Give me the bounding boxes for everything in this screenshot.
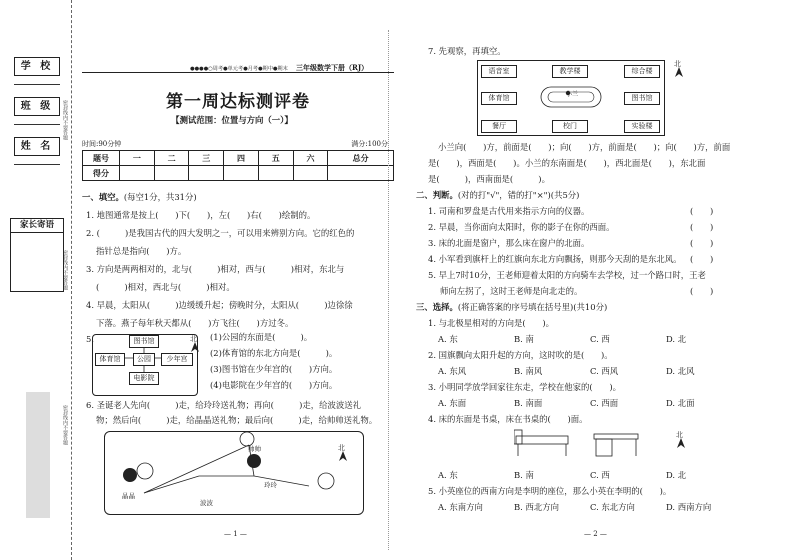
test-scope: 【测试范围：位置与方向（一）】	[171, 115, 293, 125]
section-title: 二、判断。	[416, 190, 458, 200]
name-lingling: 玲玲	[264, 481, 277, 489]
table-cell: 二	[154, 151, 189, 166]
choice-3-option-c[interactable]: C. 西面	[590, 398, 619, 408]
page-number-1: — 1 —	[224, 530, 247, 538]
q6-north-label: 北	[338, 444, 345, 452]
question-7-line-2: 是( )，西面是( )。小兰的东南面是( )，西北面是( )，东北面	[428, 158, 706, 168]
box-park: 公园	[133, 353, 155, 366]
answer-paren[interactable]: ( )	[690, 238, 714, 248]
question-4-line-1: 4. 早晨，太阳从( )边缓缓升起；傍晚时分，太阳从( )边徐徐	[86, 300, 353, 310]
table-cell: 得分	[83, 166, 120, 181]
box-gym: 体育馆	[95, 353, 125, 366]
choice-1-option-b[interactable]: B. 南	[514, 334, 534, 344]
question-5-4: (4)电影院在少年宫的( )方向。	[210, 380, 338, 390]
choice-1-option-a[interactable]: A. 东	[438, 334, 458, 344]
binding-strip	[26, 392, 50, 518]
name-field[interactable]	[14, 164, 60, 165]
question-4-line-2: 下落。燕子每年秋天都从( )方飞往( )方过冬。	[96, 318, 294, 328]
question-5-1: (1)公园的东面是( )。	[210, 332, 313, 342]
judge-3: 3. 床的北面是窗户，那么床在窗户的北面。	[428, 238, 590, 248]
north-arrow-icon	[338, 451, 348, 461]
score-input[interactable]	[293, 166, 328, 181]
exam-series: ●●●●○周考●单元考●月考●期中●期末	[190, 66, 288, 72]
box-language-room: 语音室	[481, 65, 517, 78]
score-input[interactable]	[328, 166, 394, 181]
question-3-line-2: ( )相对，西北与( )相对。	[96, 282, 235, 292]
section-note: (对的打"√"，错的打"×")(共5分)	[457, 190, 580, 200]
choice-4-option-d[interactable]: D. 北	[666, 470, 687, 480]
box-canteen: 餐厅	[481, 120, 517, 133]
table-cell: 三	[189, 151, 224, 166]
name-shuaishuai: 帅帅	[248, 445, 261, 453]
section-title: 一、填空。	[82, 192, 124, 202]
question-1: 1. 地图通常是按上( )下( )，左( )右( )绘制的。	[86, 210, 316, 220]
name-bobo: 波波	[200, 499, 213, 507]
judge-2: 2. 早晨，当你面向太阳时，你的影子在你的西面。	[428, 222, 615, 232]
answer-paren[interactable]: ( )	[690, 222, 714, 232]
choice-3-option-a[interactable]: A. 东面	[438, 398, 467, 408]
question-7-line-1: 小兰向( )方，前面是( )；向( )方，前面是( )；向( )方，前面	[438, 142, 731, 152]
box-library: 图书馆	[624, 92, 660, 105]
score-table	[82, 150, 394, 181]
choice-5: 5. 小英座位的西南方向是李明的座位，那么小英在李明的( )。	[428, 486, 672, 496]
box-school-gate: 校门	[552, 120, 588, 133]
name-jingjing: 晶晶	[122, 492, 135, 500]
choice-4-option-a[interactable]: A. 东	[438, 470, 458, 480]
table-cell: 一	[120, 151, 155, 166]
north-arrow-icon	[674, 67, 684, 77]
q4-north-label: 北	[676, 431, 683, 439]
page-title: 第一周达标测评卷	[166, 92, 310, 112]
table-cell: 五	[258, 151, 293, 166]
choice-5-option-b[interactable]: B. 西北方向	[514, 502, 559, 512]
choice-5-option-d[interactable]: D. 西南方向	[666, 502, 712, 512]
child-face-icon	[137, 463, 153, 479]
choice-2-option-d[interactable]: D. 北风	[666, 366, 695, 376]
choice-2: 2. 国旗飘向太阳升起的方向，这时吹的是( )。	[428, 350, 613, 360]
page-divider	[388, 30, 389, 550]
question-7-line-3: 是( )，西南面是( )。	[428, 174, 550, 184]
answer-paren[interactable]: ( )	[690, 286, 714, 296]
judge-5-line-1: 5. 早上7时10分，王老师迎着太阳的方向骑车去学校，过一个路口时，王老	[428, 270, 706, 280]
q6-route-diagram	[104, 431, 362, 513]
score-input[interactable]	[189, 166, 224, 181]
choice-1-option-c[interactable]: C. 西	[590, 334, 610, 344]
table-cell: 总分	[328, 151, 394, 166]
section-2-heading	[416, 190, 579, 201]
section-1-heading	[82, 192, 197, 203]
score-header-row	[83, 151, 394, 166]
q5-north-label: 北	[190, 335, 197, 343]
label-xiaolan: 小兰	[566, 91, 579, 98]
box-teaching-building: 教学楼	[552, 65, 588, 78]
section-3-heading	[416, 302, 607, 313]
question-6-line-2: 物；然后向( )走，给晶晶送礼物；最后向( )走，给帅帅送礼物。	[96, 415, 378, 425]
answer-paren[interactable]: ( )	[690, 254, 714, 264]
section-note: (将正确答案的序号填在括号里)(共10分)	[457, 302, 608, 312]
question-5-3: (3)图书馆在少年宫的( )方向。	[210, 364, 338, 374]
book-name: 三年级数学下册（RJ）	[296, 63, 369, 72]
answer-paren[interactable]: ( )	[690, 206, 714, 216]
school-field[interactable]	[14, 84, 60, 85]
box-gym: 体育馆	[481, 92, 517, 105]
question-3-line-1: 3. 方向是两两相对的，北与( )相对，西与( )相对，东北与	[86, 264, 345, 274]
time-limit: 时间:90分钟	[82, 140, 122, 148]
score-input[interactable]	[154, 166, 189, 181]
header-rule	[82, 72, 394, 73]
seal-note-3: 密封线内不要答题	[62, 405, 68, 445]
table-cell: 六	[293, 151, 328, 166]
score-value-row	[83, 166, 394, 181]
box-library: 图书馆	[129, 335, 159, 348]
section-title: 三、选择。	[416, 302, 458, 312]
choice-1-option-d[interactable]: D. 北	[666, 334, 687, 344]
judge-4: 4. 小军看到旗杆上的红旗向东北方向飘扬，则那今天刮的是东北风。	[428, 254, 682, 264]
child-face-icon	[123, 468, 137, 482]
parent-message-title: 家长寄语	[11, 219, 63, 233]
binding-sidebar	[0, 0, 76, 560]
class-field[interactable]	[14, 124, 60, 125]
box-complex-building: 综合楼	[624, 65, 660, 78]
table-cell: 题号	[83, 151, 120, 166]
bed-icon	[514, 430, 568, 456]
north-arrow-icon	[190, 342, 200, 352]
question-6-line-1: 6. 圣诞老人先向( )走，给玲玲送礼物；再向( )走，给波波送礼	[86, 400, 361, 410]
page-number-2: — 2 —	[584, 530, 607, 538]
desk-icon	[594, 434, 638, 456]
choice-4-option-c[interactable]: C. 西	[590, 470, 610, 480]
full-score: 满分:100分	[351, 140, 388, 148]
name-label: 姓 名	[14, 137, 60, 156]
question-5-2: (2)体育馆的东北方向是( )。	[210, 348, 338, 358]
section-note: (每空1分，共31分)	[123, 192, 197, 202]
seal-line	[71, 0, 72, 560]
choice-4-option-b[interactable]: B. 南	[514, 470, 534, 480]
choice-2-option-b[interactable]: B. 南风	[514, 366, 543, 376]
score-input[interactable]	[120, 166, 155, 181]
choice-1: 1. 与北极星相对的方向是( )。	[428, 318, 555, 328]
time-row	[82, 139, 394, 149]
choice-3-option-b[interactable]: B. 南面	[514, 398, 543, 408]
child-face-icon	[247, 454, 261, 468]
judge-5-line-2: 师向左拐了，这时王老师是向北走的。	[440, 286, 583, 296]
seal-note: 密封线内不要答题	[62, 100, 68, 140]
class-label: 班 级	[14, 97, 60, 116]
question-2-line-1: 2. ( )是我国古代的四大发明之一，可以用来辨别方向。它的红色的	[86, 228, 355, 238]
question-5-number: 5.	[86, 334, 94, 344]
bed-desk-picture	[514, 428, 644, 462]
santa-icon	[318, 473, 334, 489]
choice-2-option-a[interactable]: A. 东风	[438, 366, 467, 376]
score-input[interactable]	[258, 166, 293, 181]
table-cell: 四	[224, 151, 259, 166]
q7-north-label: 北	[674, 60, 681, 68]
box-youth-palace: 少年宫	[161, 353, 193, 366]
score-input[interactable]	[224, 166, 259, 181]
parent-message-box[interactable]	[10, 218, 64, 292]
question-2-line-2: 指针总是指向( )方。	[96, 246, 187, 256]
judge-1: 1. 司南和罗盘是古代用来指示方向的仪器。	[428, 206, 590, 216]
choice-5-option-a[interactable]: A. 东南方向	[438, 502, 483, 512]
box-lab-building: 实验楼	[624, 120, 660, 133]
choice-5-option-c[interactable]: C. 东北方向	[590, 502, 635, 512]
box-cinema: 电影院	[129, 372, 159, 385]
school-label: 学 校	[14, 57, 60, 76]
choice-2-option-c[interactable]: C. 西风	[590, 366, 619, 376]
choice-4: 4. 床的东面是书桌，床在书桌的( )面。	[428, 414, 588, 424]
choice-3: 3. 小明同学放学回家往东走，学校在他家的( )。	[428, 382, 622, 392]
seal-note-2: 密封线内不要答题	[62, 250, 68, 290]
question-7-title: 7. 先观察，再填空。	[428, 46, 506, 56]
north-arrow-icon	[676, 438, 686, 448]
choice-3-option-d[interactable]: D. 北面	[666, 398, 695, 408]
